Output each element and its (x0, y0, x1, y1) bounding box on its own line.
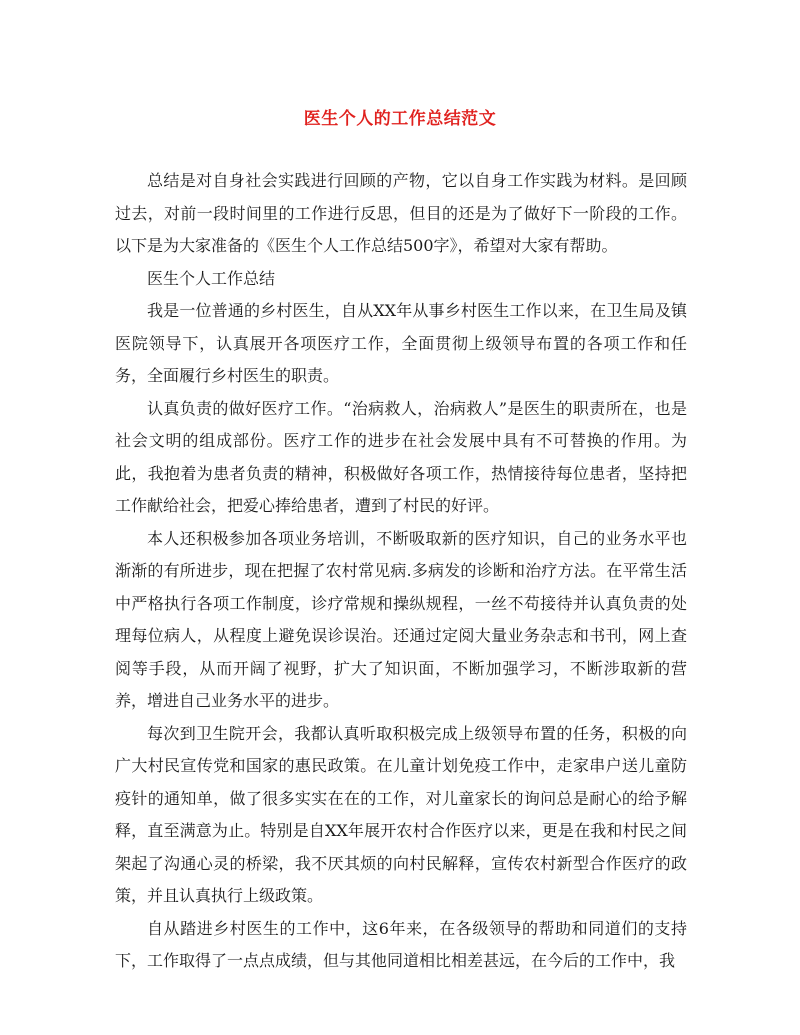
paragraph: 每次到卫生院开会，我都认真听取积极完成上级领导布置的任务，积极的向广大村民宣传党和国家的惠民政策。在儿童计划免疫工作中，走家串户送儿童防疫针的通知单，做了很多实实在在的工作，对儿童家长的询问总是耐心的给予解释，直至满意为止。特别是自XX年展开农村合作医疗以来，更是在我和村民之间架起了沟通心灵的桥梁，我不厌其烦的向村民解释，宣传农村新型合作医疗的政策，并且认真执行上级政策。 (115, 723, 687, 905)
paragraph: 本人还积极参加各项业务培训，不断吸取新的医疗知识，自己的业务水平也渐渐的有所进步，现在把握了农村常见病.多病发的诊断和治疗方法。在平常生活中严格执行各项工作制度，诊疗常规和操纵规程，一丝不苟接待并认真负责的处理每位病人，从程度上避免误诊误治。还通过定阅大量业务杂志和书刊，网上查阅等手段，从而开阔了视野，扩大了知识面，不断加强学习，不断涉取新的营养，增进自己业务水平的进步。 (115, 528, 687, 710)
document-title: 医生个人的工作总结范文 (303, 109, 497, 129)
paragraph: 认真负责的做好医疗工作。“治病救人，治病救人”是医生的职责所在，也是社会文明的组成部份。医疗工作的进步在社会发展中具有不可替换的作用。为此，我抱着为患者负责的精神，积极做好各项工作，热情接待每位患者，坚持把工作献给社会，把爱心捧给患者，遭到了村民的好评。 (115, 398, 687, 515)
document-body (115, 165, 687, 978)
paragraph: 自从踏进乡村医生的工作中，这6年来，在各级领导的帮助和同道们的支持下，工作取得了一点点成绩，但与其他同道相比相差甚远，在今后的工作中，我 (115, 918, 687, 970)
paragraph-intro: 总结是对自身社会实践进行回顾的产物，它以自身工作实践为材料。是回顾过去，对前一段时间里的工作进行反思，但目的还是为了做好下一阶段的工作。以下是为大家准备的《医生个人工作总结500字》，希望对大家有帮助。 (115, 171, 687, 255)
paragraph-subheading: 医生个人工作总结 (147, 268, 276, 288)
paragraph: 我是一位普通的乡村医生，自从XX年从事乡村医生工作以来，在卫生局及镇医院领导下，认真展开各项医疗工作，全面贯彻上级领导布置的各项工作和任务，全面履行乡村医生的职责。 (115, 301, 687, 385)
